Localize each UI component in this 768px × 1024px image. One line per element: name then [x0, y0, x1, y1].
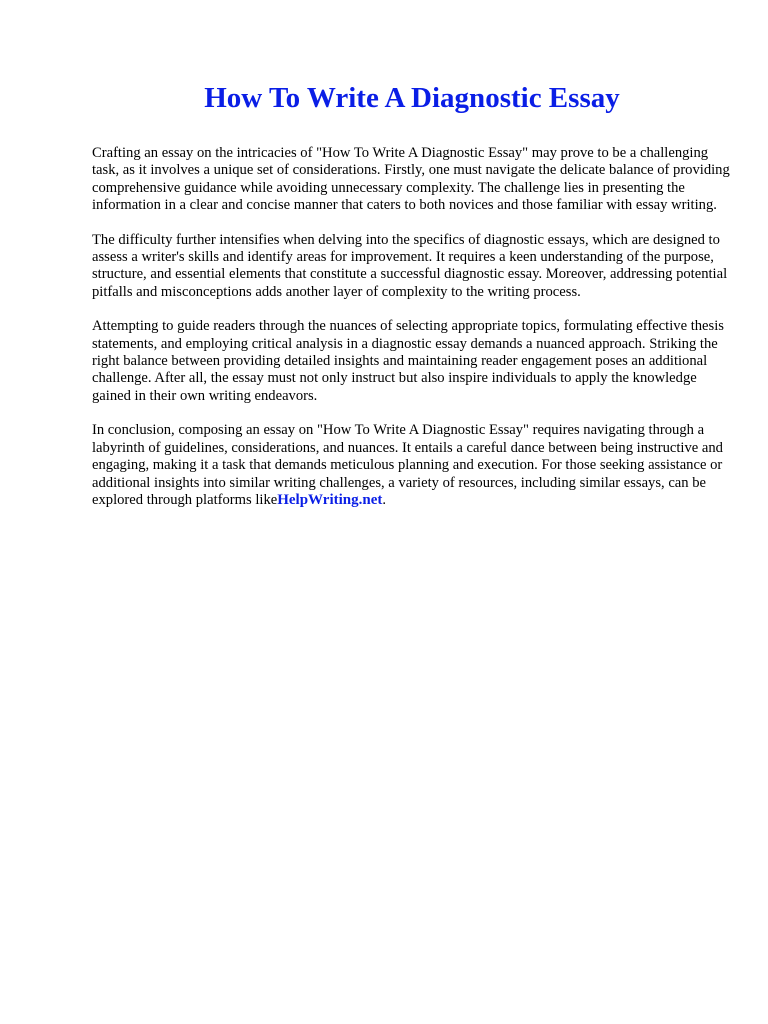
paragraph-2: The difficulty further intensifies when delving into the specifics of diagnostic essays, which are designed to assess a writer's skills and identify areas for improvement. It requires a keen understanding of the purpose, structure, and essential elements that constitute a successful diagnostic essay. Moreover, addressing potential pitfalls and misconceptions adds another layer of complexity to the writing process. [92, 231, 728, 300]
helpwriting-link[interactable]: HelpWriting.net [277, 491, 383, 508]
paragraph-3: Attempting to guide readers through the nuances of selecting appropriate topics, formulating effective thesis statements, and employing critical analysis in a diagnostic essay demands a nuanced approach. Striking the right balance between providing detailed insights and maintaining reader engagement poses an additional challenge. After all, the essay must not only instruct but also inspire individuals to apply the knowledge gained in their own writing endeavors. [92, 318, 724, 404]
paragraph-4-trailing: . [382, 491, 387, 508]
paragraph-4 [92, 422, 732, 509]
paragraph-1: Crafting an essay on the intricacies of "How To Write A Diagnostic Essay" may prove to be a challenging task, as it involves a unique set of considerations. Firstly, one must navigate the delicate balance of providing comprehensive guidance while avoiding unnecessary complexity. The challenge lies in presenting the information in a clear and concise manner that caters to both novices and those familiar with essay writing. [92, 145, 730, 214]
page-title: How To Write A Diagnostic Essay [204, 82, 620, 114]
essay-body [92, 145, 732, 526]
paragraph-4-text: In conclusion, composing an essay on "How To Write A Diagnostic Essay" requires navigating through a labyrinth of guidelines, considerations, and nuances. It entails a careful dance between being instructive and engaging, making it a task that demands meticulous planning and execution. For those seeking assistance or additional insights into similar writing challenges, a variety of resources, including similar essays, can be explored through platforms like [92, 422, 723, 508]
